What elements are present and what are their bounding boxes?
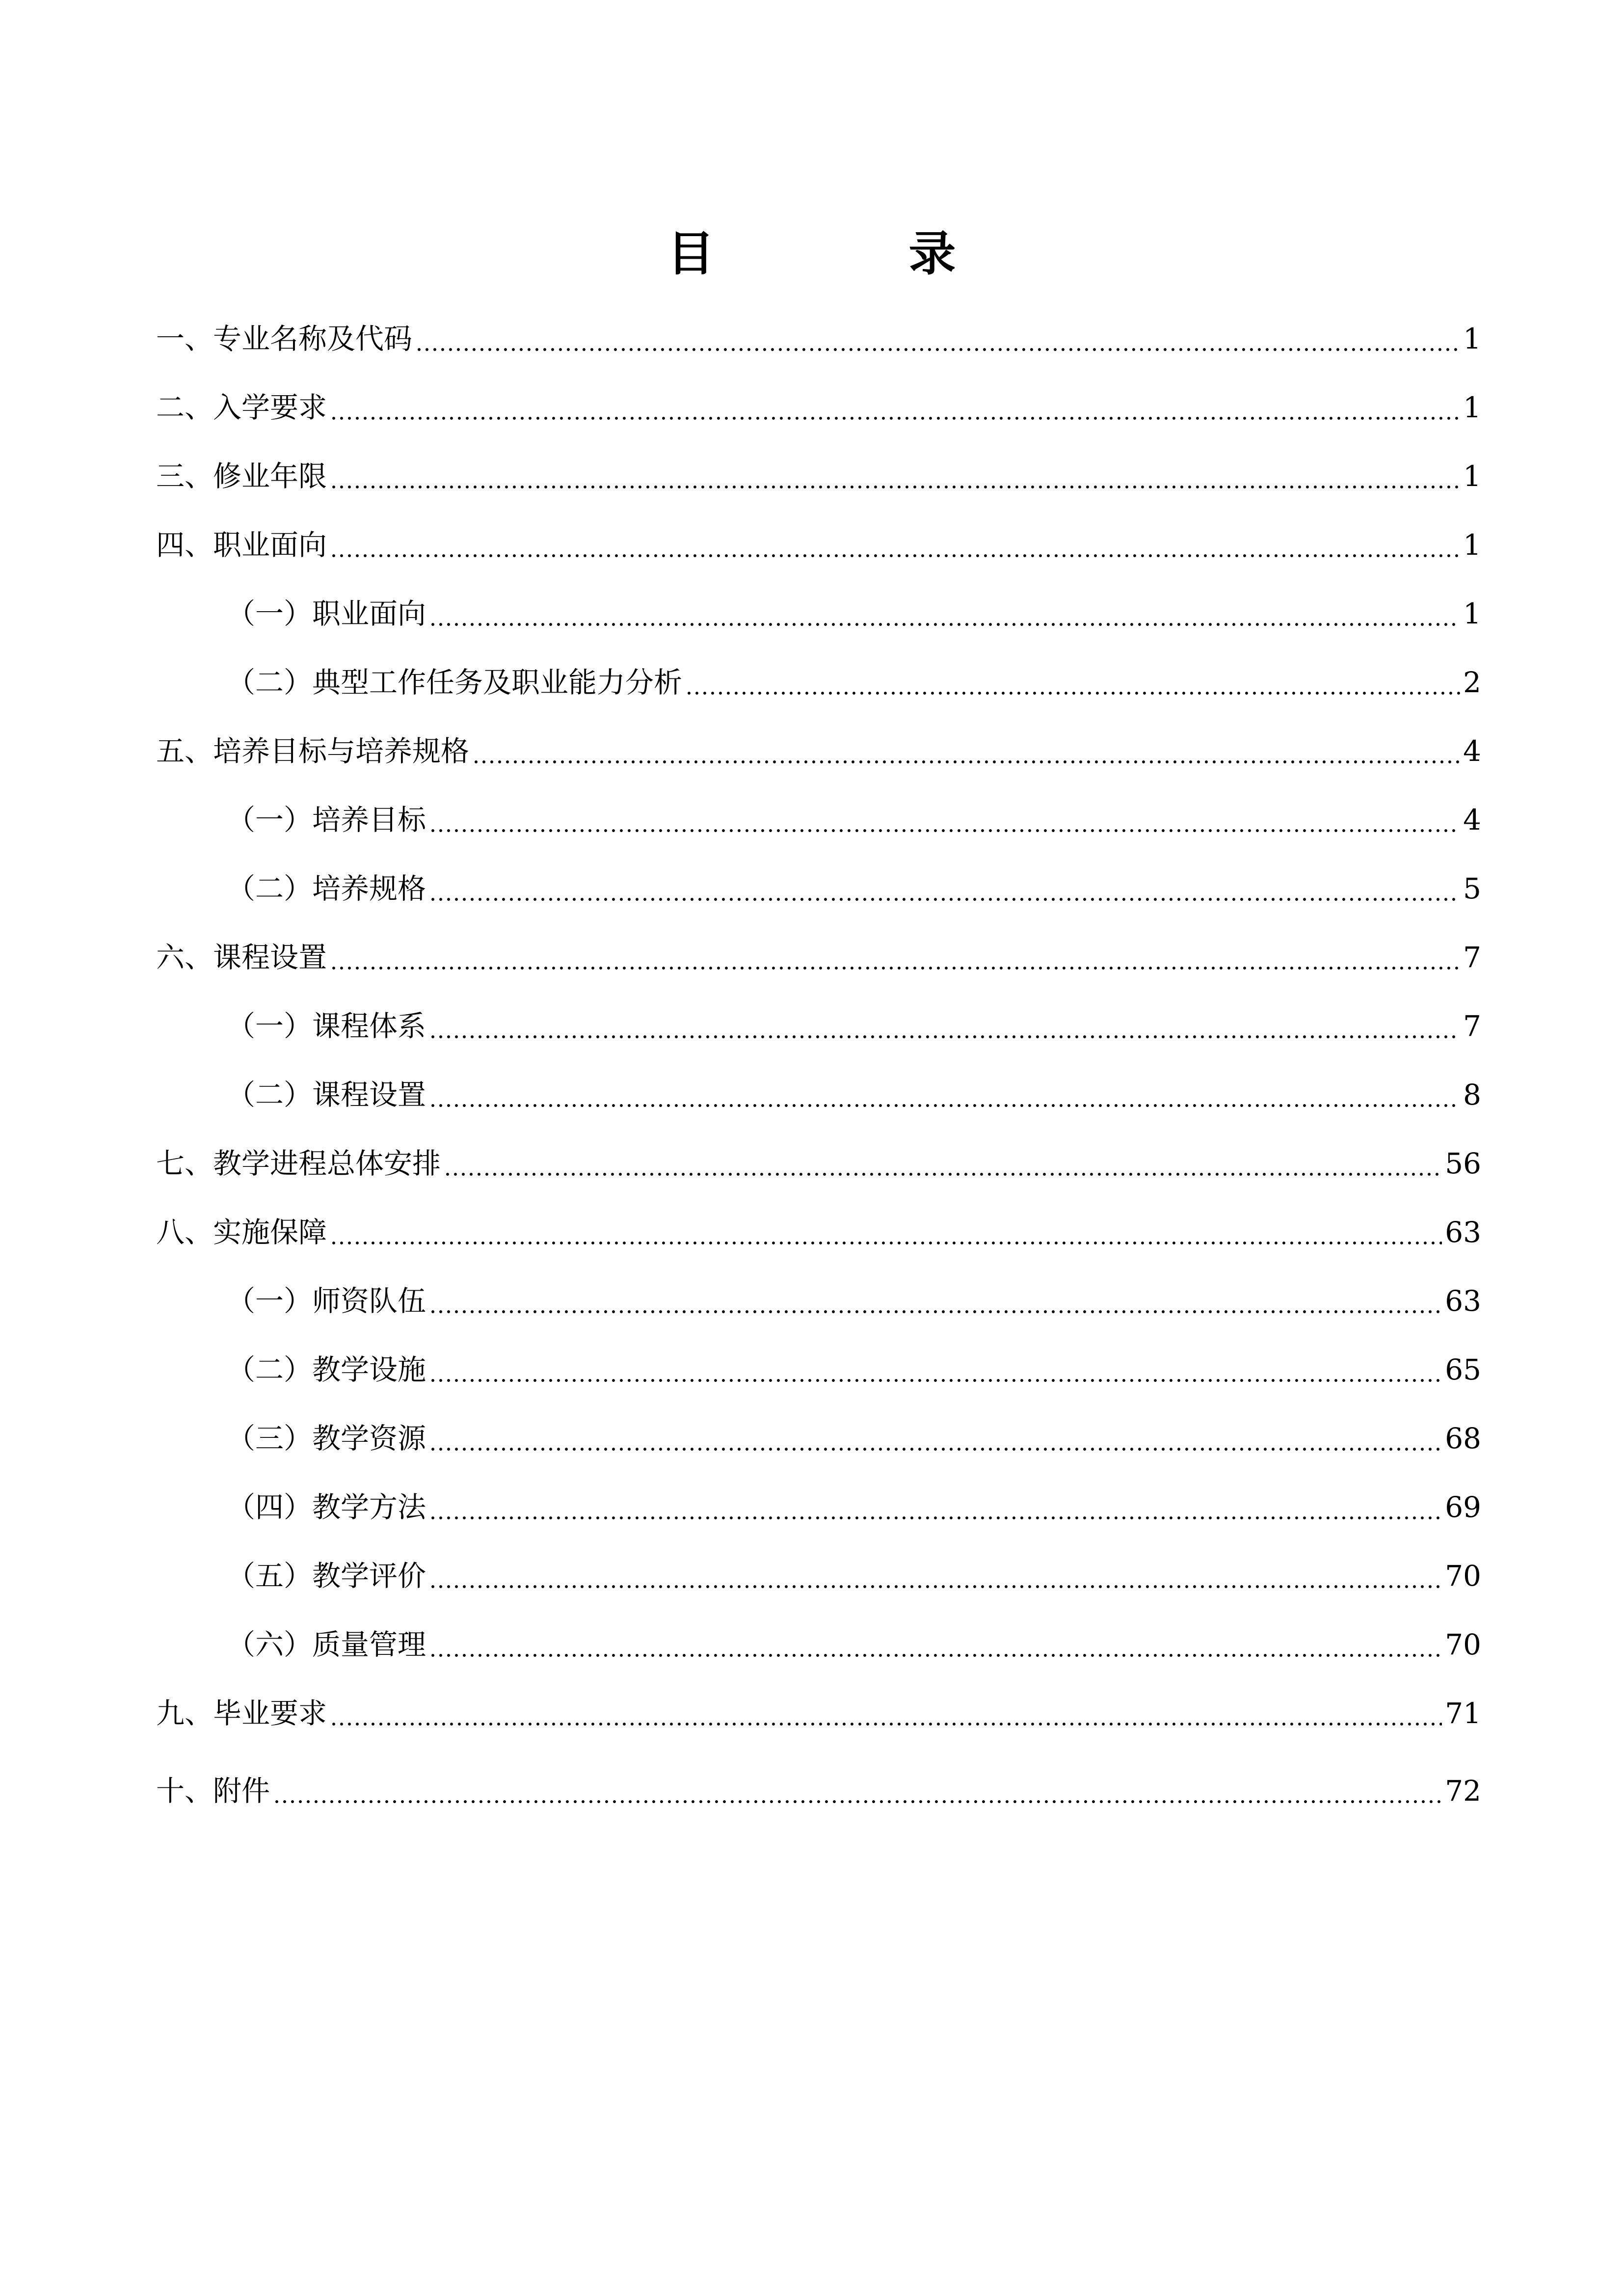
toc-entry-page-number: 5 xyxy=(1463,872,1481,905)
toc-entry-label: （一）课程体系 xyxy=(227,1009,426,1043)
dot-leader xyxy=(429,1005,1460,1040)
toc-entry-18[interactable] xyxy=(156,1458,1481,1527)
toc-entry-page-number: 4 xyxy=(1463,734,1481,768)
toc-entry-label: （二）课程设置 xyxy=(227,1078,426,1111)
toc-entry-19[interactable] xyxy=(156,1527,1481,1595)
dot-leader xyxy=(429,1555,1442,1590)
toc-entry-page-number: 4 xyxy=(1463,803,1481,837)
toc-entry-page-number: 8 xyxy=(1463,1078,1481,1111)
toc-entry-page-number: 65 xyxy=(1445,1353,1481,1386)
toc-entry-page-number: 7 xyxy=(1463,941,1481,974)
toc-entry-label: （一）职业面向 xyxy=(227,597,426,630)
dot-leader xyxy=(330,456,1460,490)
toc-entry-page-number: 70 xyxy=(1445,1628,1481,1661)
toc-entry-label: （三）教学资源 xyxy=(227,1422,426,1455)
toc-entry-16[interactable] xyxy=(156,1321,1481,1389)
toc-entry-page-number: 1 xyxy=(1463,528,1481,562)
toc-entry-page-number: 71 xyxy=(1445,1697,1481,1730)
toc-entry-label: 四、职业面向 xyxy=(156,528,327,562)
toc-entry-12[interactable] xyxy=(156,1046,1481,1114)
toc-entry-label: 五、培养目标与培养规格 xyxy=(156,734,470,768)
toc-entry-label: （二）培养规格 xyxy=(227,872,426,905)
toc-entry-page-number: 1 xyxy=(1463,597,1481,630)
toc-entry-label: （一）师资队伍 xyxy=(227,1284,426,1318)
dot-leader xyxy=(330,1212,1442,1246)
toc-entry-17[interactable] xyxy=(156,1389,1481,1458)
toc-entry-20[interactable] xyxy=(156,1595,1481,1664)
toc-entry-label: （一）培养目标 xyxy=(227,803,426,837)
dot-leader xyxy=(273,1770,1442,1805)
toc-entry-1[interactable] xyxy=(156,290,1481,358)
toc-entry-page-number: 63 xyxy=(1445,1216,1481,1249)
toc-entry-3[interactable] xyxy=(156,427,1481,496)
toc-entry-2[interactable] xyxy=(156,358,1481,427)
toc-entry-label: 三、修业年限 xyxy=(156,459,327,493)
toc-entry-page-number: 68 xyxy=(1445,1422,1481,1455)
toc-entry-6[interactable] xyxy=(156,633,1481,702)
toc-entry-page-number: 70 xyxy=(1445,1559,1481,1593)
dot-leader xyxy=(429,799,1460,834)
toc-entry-label: （四）教学方法 xyxy=(227,1490,426,1524)
toc-entry-14[interactable] xyxy=(156,1183,1481,1252)
toc-entry-21[interactable] xyxy=(156,1664,1481,1733)
toc-entry-page-number: 7 xyxy=(1463,1009,1481,1043)
dot-leader xyxy=(330,937,1460,971)
dot-leader xyxy=(330,387,1460,421)
toc-entry-page-number: 72 xyxy=(1445,1774,1481,1808)
dot-leader xyxy=(429,1349,1442,1383)
dot-leader xyxy=(685,662,1460,696)
toc-entry-label: （二）教学设施 xyxy=(227,1353,426,1386)
toc-entry-label: （六）质量管理 xyxy=(227,1628,426,1661)
toc-entry-13[interactable] xyxy=(156,1114,1481,1183)
dot-leader xyxy=(429,593,1460,627)
toc-entry-label: 八、实施保障 xyxy=(156,1216,327,1249)
dot-leader xyxy=(429,1418,1442,1452)
dot-leader xyxy=(429,868,1460,902)
dot-leader xyxy=(429,1074,1460,1108)
dot-leader xyxy=(472,730,1460,765)
toc-entry-label: （五）教学评价 xyxy=(227,1559,426,1593)
toc-entry-label: （二）典型工作任务及职业能力分析 xyxy=(227,666,683,699)
toc-entry-5[interactable] xyxy=(156,565,1481,633)
dot-leader xyxy=(444,1143,1442,1177)
toc-entry-page-number: 2 xyxy=(1463,666,1481,699)
toc-entry-10[interactable] xyxy=(156,908,1481,977)
dot-leader xyxy=(415,318,1460,352)
toc-entry-label: 九、毕业要求 xyxy=(156,1697,327,1730)
toc-entry-11[interactable] xyxy=(156,977,1481,1046)
dot-leader xyxy=(330,1693,1442,1727)
toc-list xyxy=(156,290,1481,1810)
toc-title: 目 录 xyxy=(667,226,1030,282)
toc-entry-9[interactable] xyxy=(156,839,1481,908)
toc-entry-15[interactable] xyxy=(156,1252,1481,1321)
toc-entry-page-number: 1 xyxy=(1463,459,1481,493)
toc-entry-7[interactable] xyxy=(156,702,1481,771)
toc-entry-label: 二、入学要求 xyxy=(156,391,327,424)
toc-entry-22[interactable] xyxy=(156,1742,1481,1810)
toc-entry-page-number: 1 xyxy=(1463,322,1481,355)
toc-entry-page-number: 1 xyxy=(1463,391,1481,424)
toc-entry-page-number: 63 xyxy=(1445,1284,1481,1318)
toc-entry-page-number: 56 xyxy=(1445,1147,1481,1180)
dot-leader xyxy=(330,524,1460,559)
dot-leader xyxy=(429,1280,1442,1315)
toc-entry-8[interactable] xyxy=(156,771,1481,839)
toc-entry-label: 七、教学进程总体安排 xyxy=(156,1147,441,1180)
toc-entry-4[interactable] xyxy=(156,496,1481,565)
dot-leader xyxy=(429,1624,1442,1658)
toc-entry-label: 一、专业名称及代码 xyxy=(156,322,413,355)
toc-entry-label: 十、附件 xyxy=(156,1774,270,1808)
dot-leader xyxy=(429,1486,1442,1521)
toc-entry-label: 六、课程设置 xyxy=(156,941,327,974)
toc-entry-page-number: 69 xyxy=(1445,1490,1481,1524)
